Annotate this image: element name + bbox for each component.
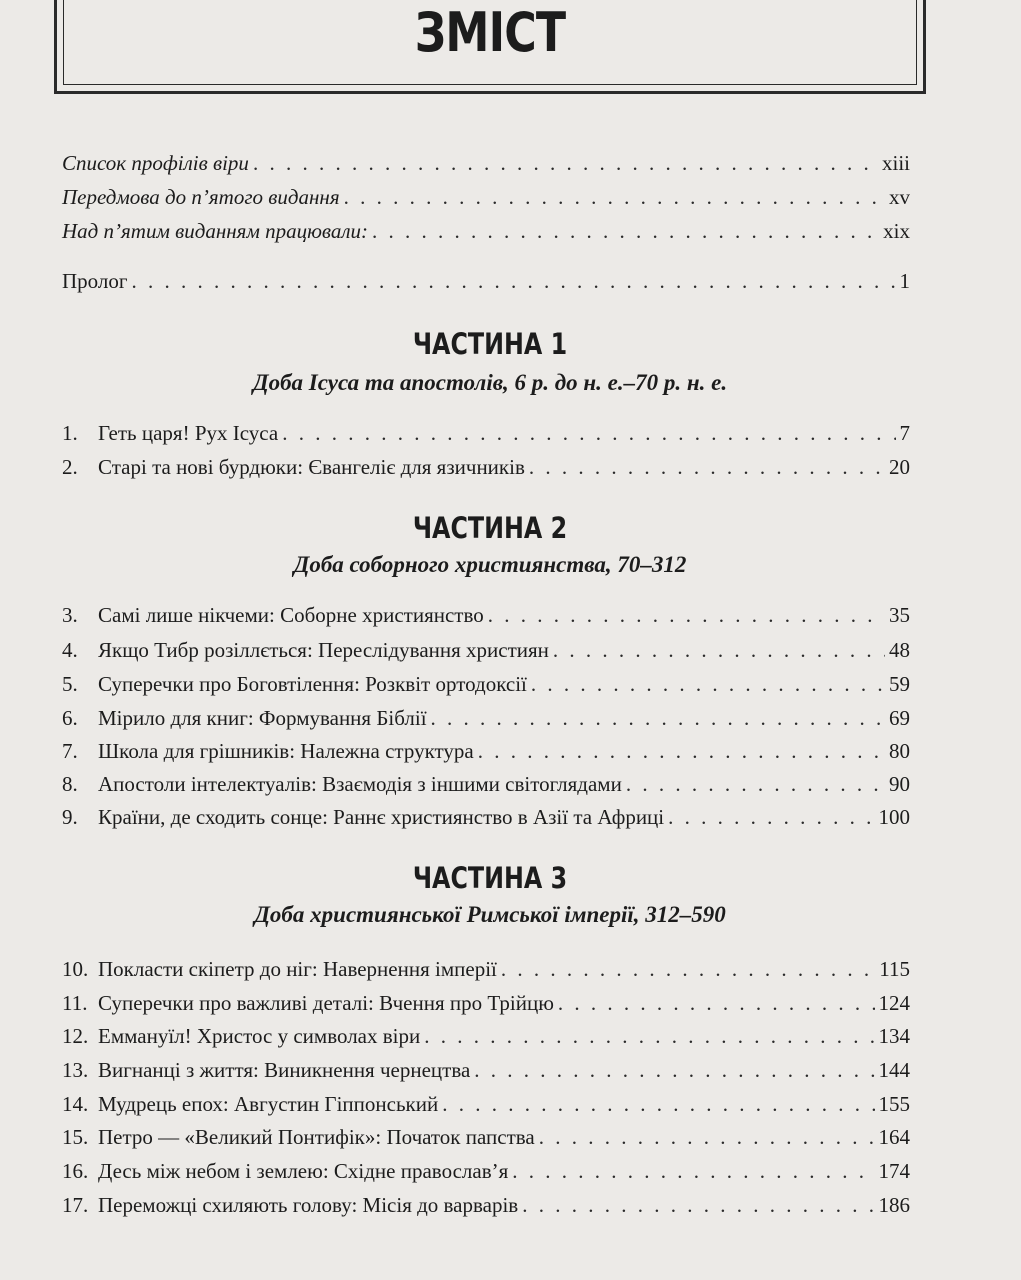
part-3-heading: ЧАСТИНА 3: [412, 861, 568, 895]
toc-entry-profiles: [62, 148, 910, 178]
chapter-title: Якщо Тибр розіллється: Переслідування християн: [98, 638, 549, 662]
toc-chapter-7: [62, 736, 910, 766]
leader-dots: [131, 266, 895, 296]
leader-dots: [626, 769, 885, 799]
chapter-number: 5.: [62, 672, 78, 696]
leader-dots: [431, 703, 885, 733]
chapter-number: 17.: [62, 1193, 89, 1217]
toc-chapter-13: [62, 1055, 910, 1085]
leader-dots: [344, 182, 885, 212]
chapter-page: 20: [889, 455, 910, 479]
toc-chapter-3: [62, 600, 910, 630]
toc-chapter-16: [62, 1156, 910, 1186]
chapter-title: Мудрець епох: Августин Гіппонський: [98, 1092, 439, 1116]
toc-chapter-5: [62, 669, 910, 699]
toc-entry-page: 1: [899, 269, 910, 293]
chapter-title: Мірило для книг: Формування Біблії: [98, 706, 427, 730]
chapter-number: 16.: [62, 1159, 89, 1183]
chapter-title: Вигнанці з життя: Виникнення чернецтва: [98, 1058, 471, 1082]
toc-chapter-12: [62, 1021, 910, 1051]
part-1-heading: ЧАСТИНА 1: [412, 327, 568, 361]
leader-dots: [501, 954, 875, 984]
toc-chapter-11: [62, 988, 910, 1018]
part-1-subtitle: Доба Ісуса та апостолів, 6 р. до н. е.–70 р. н. е.: [252, 370, 728, 395]
chapter-number: 9.: [62, 805, 78, 829]
chapter-page: 124: [878, 991, 910, 1015]
leader-dots: [522, 1190, 874, 1220]
toc-entry-text: Над п’ятим виданням працювали:: [62, 219, 369, 243]
chapter-page: 174: [878, 1159, 910, 1183]
leader-dots: [529, 452, 885, 482]
leader-dots: [668, 802, 874, 832]
chapter-number: 15.: [62, 1125, 89, 1149]
toc-chapter-15: [62, 1122, 910, 1152]
chapter-number: 12.: [62, 1024, 89, 1048]
chapter-page: 100: [878, 805, 910, 829]
chapter-page: 144: [878, 1058, 910, 1082]
toc-chapter-17: [62, 1190, 910, 1220]
leader-dots: [442, 1089, 874, 1119]
chapter-title: Покласти скіпетр до ніг: Навернення імперії: [98, 957, 497, 981]
chapter-title: Країни, де сходить сонце: Раннє християнство в Азії та Африці: [98, 805, 665, 829]
leader-dots: [558, 988, 875, 1018]
chapter-number: 1.: [62, 421, 78, 445]
toc-entry-page: xiii: [881, 151, 910, 175]
chapter-page: 35: [889, 603, 910, 627]
leader-dots: [282, 418, 895, 448]
toc-chapter-1: [62, 418, 910, 448]
chapter-page: 186: [878, 1193, 910, 1217]
leader-dots: [372, 216, 879, 246]
chapter-page: 80: [889, 739, 910, 763]
chapter-page: 115: [879, 957, 910, 981]
chapter-title: Апостоли інтелектуалів: Взаємодія з іншими світоглядами: [98, 772, 622, 796]
chapter-number: 14.: [62, 1092, 89, 1116]
chapter-title: Самі лише нікчеми: Соборне християнство: [98, 603, 484, 627]
toc-chapter-6: [62, 703, 910, 733]
leader-dots: [478, 736, 885, 766]
toc-entry-prologue: [62, 266, 910, 296]
chapter-number: 11.: [62, 991, 88, 1015]
chapter-page: 155: [878, 1092, 910, 1116]
toc-chapter-2: [62, 452, 910, 482]
toc-entry-page: xv: [889, 185, 910, 209]
leader-dots: [512, 1156, 874, 1186]
chapter-title: Суперечки про важливі деталі: Вчення про Трійцю: [98, 991, 554, 1015]
toc-chapter-10: [62, 954, 910, 984]
part-3-subtitle: Доба християнської Римської імперії, 312–590: [254, 902, 726, 927]
chapter-title: Петро — «Великий Понтифік»: Початок папства: [98, 1125, 535, 1149]
page-title: ЗМІСТ: [414, 1, 566, 64]
chapter-title: Геть царя! Рух Ісуса: [98, 421, 279, 445]
toc-chapter-14: [62, 1089, 910, 1119]
chapter-number: 3.: [62, 603, 78, 627]
chapter-number: 4.: [62, 638, 78, 662]
toc-entry-text: Список профілів віри: [62, 151, 249, 175]
chapter-title: Еммануїл! Христос у символах віри: [98, 1024, 421, 1048]
chapter-number: 8.: [62, 772, 78, 796]
toc-chapter-4: [62, 635, 910, 665]
chapter-page: 7: [899, 421, 910, 445]
chapter-page: 164: [878, 1125, 910, 1149]
toc-entry-contributors: [62, 216, 910, 246]
chapter-page: 48: [889, 638, 910, 662]
leader-dots: [539, 1122, 875, 1152]
chapter-page: 134: [878, 1024, 910, 1048]
leader-dots: [424, 1021, 874, 1051]
toc-entry-text: Передмова до п’ятого видання: [62, 185, 340, 209]
part-2-heading: ЧАСТИНА 2: [412, 511, 568, 545]
part-2-subtitle: Доба соборного християнства, 70–312: [293, 552, 687, 577]
chapter-number: 7.: [62, 739, 78, 763]
chapter-title: Школа для грішників: Належна структура: [98, 739, 474, 763]
chapter-title: Десь між небом і землею: Східне православ’я: [98, 1159, 509, 1183]
toc-entry-preface: [62, 182, 910, 212]
toc-entry-text: Пролог: [62, 269, 128, 293]
chapter-page: 69: [889, 706, 910, 730]
toc-chapter-8: [62, 769, 910, 799]
chapter-page: 59: [889, 672, 910, 696]
chapter-title: Переможці схиляють голову: Місія до варварів: [98, 1193, 519, 1217]
chapter-number: 6.: [62, 706, 78, 730]
chapter-title: Старі та нові бурдюки: Євангеліє для язичників: [98, 455, 525, 479]
leader-dots: [474, 1055, 874, 1085]
chapter-number: 13.: [62, 1058, 89, 1082]
chapter-page: 90: [889, 772, 910, 796]
chapter-title: Суперечки про Боговтілення: Розквіт ортодоксії: [98, 672, 527, 696]
leader-dots: [531, 669, 885, 699]
toc-entry-page: xix: [883, 219, 910, 243]
leader-dots: [553, 635, 885, 665]
chapter-number: 10.: [62, 957, 89, 981]
leader-dots: [253, 148, 878, 178]
title-frame: [54, 0, 926, 94]
leader-dots: [488, 600, 885, 630]
chapter-number: 2.: [62, 455, 78, 479]
toc-chapter-9: [62, 802, 910, 832]
